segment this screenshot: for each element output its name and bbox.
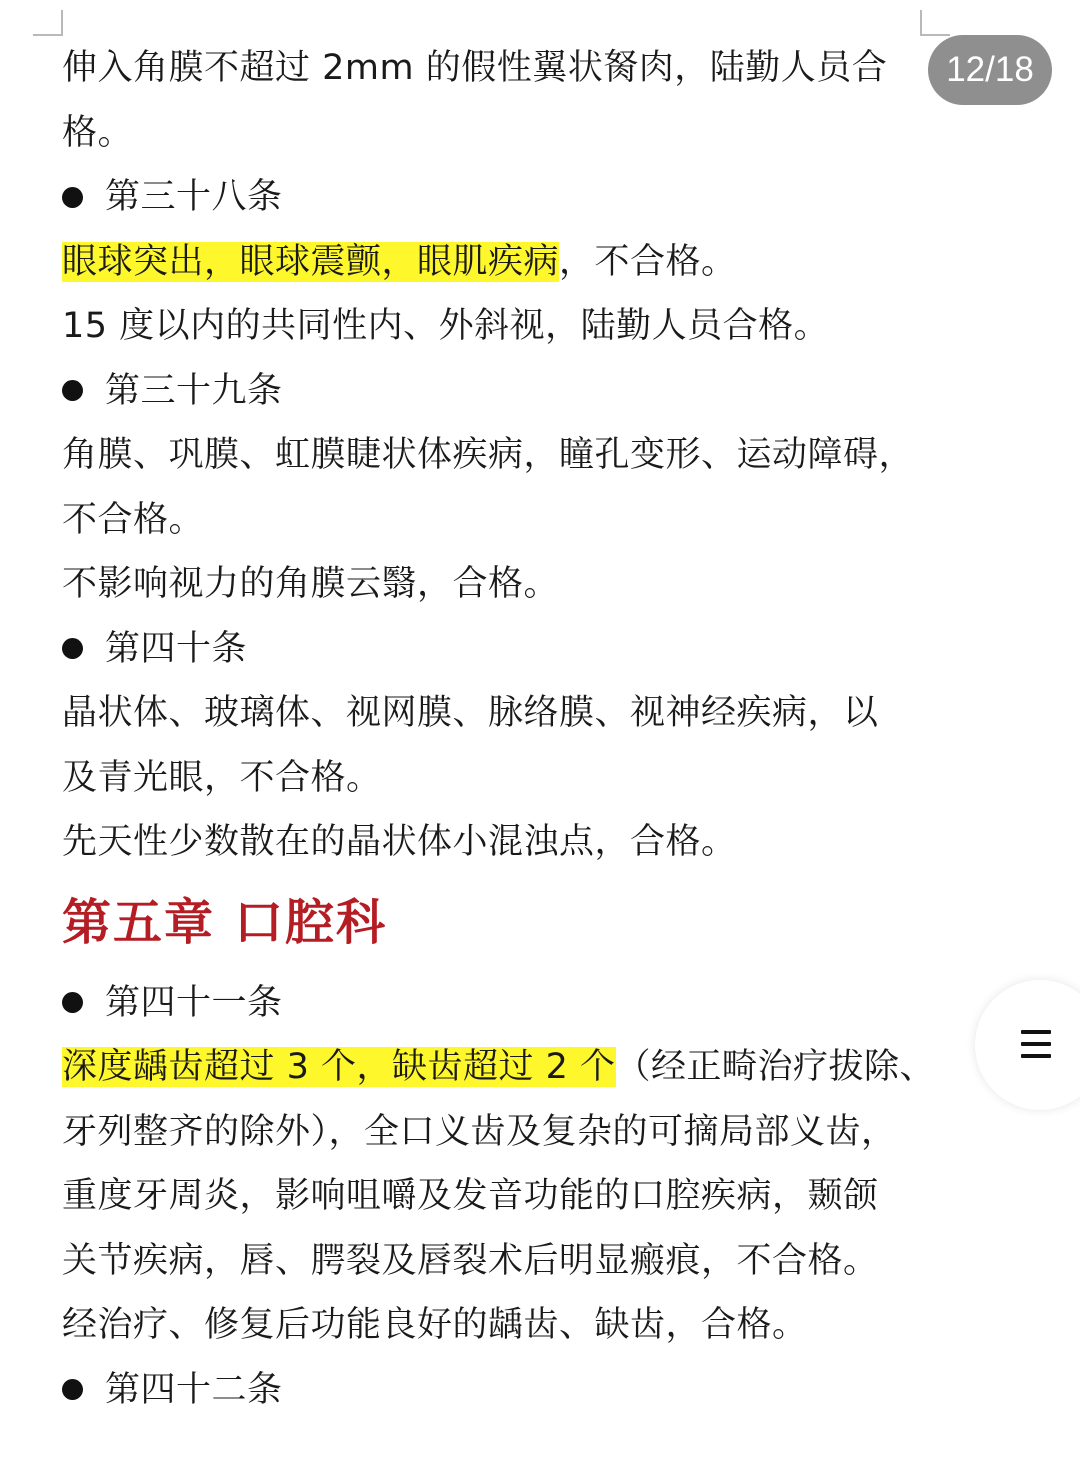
paragraph-line: 不合格。 bbox=[62, 499, 205, 540]
article-heading-40 bbox=[62, 617, 932, 682]
page-indicator-badge: 12/18 bbox=[928, 35, 1052, 105]
bullet-icon bbox=[62, 380, 83, 401]
highlighted-text: 眼球突出，眼球震颤，眼肌疾病 bbox=[62, 241, 560, 282]
article-heading-38 bbox=[62, 165, 932, 230]
article-heading-label: 第三十八条 bbox=[105, 177, 283, 217]
paragraph-line: 及青光眼，不合格。 bbox=[62, 757, 382, 798]
paragraph-line bbox=[62, 230, 932, 295]
article-heading-label: 第四十一条 bbox=[105, 982, 283, 1023]
paragraph-line: 牙列整齐的除外），全口义齿及复杂的可摘局部义齿， bbox=[62, 1111, 897, 1152]
paragraph-line: 角膜、巩膜、虹膜睫状体疾病，瞳孔变形、运动障碍， bbox=[62, 435, 915, 475]
paragraph-line: 关节疾病，唇、腭裂及唇裂术后明显瘢痕，不合格。 bbox=[62, 1240, 879, 1281]
paragraph-line: 重度牙周炎，影响咀嚼及发音功能的口腔疾病，颞颌 bbox=[62, 1176, 879, 1216]
bullet-icon bbox=[62, 1379, 83, 1400]
article-heading-label: 第三十九条 bbox=[105, 370, 283, 411]
paragraph-line: 伸入角膜不超过 2mm 的假性翼状胬肉，陆勤人员合 bbox=[62, 48, 888, 88]
paragraph-line: 先天性少数散在的晶状体小混浊点，合格。 bbox=[62, 822, 737, 862]
paragraph-line: 格。 bbox=[62, 112, 134, 153]
paragraph-line: 不影响视力的角膜云翳，合格。 bbox=[62, 564, 560, 604]
article-heading-41 bbox=[62, 971, 932, 1036]
bullet-icon bbox=[62, 992, 83, 1013]
page-corner-mark-right bbox=[920, 10, 950, 36]
article-heading-label: 第四十条 bbox=[105, 628, 248, 669]
article-heading-42 bbox=[62, 1358, 932, 1423]
article-heading-39 bbox=[62, 359, 932, 424]
bullet-icon bbox=[62, 187, 83, 208]
menu-icon bbox=[1021, 1030, 1051, 1060]
paragraph-line: 经治疗、修复后功能良好的龋齿、缺齿，合格。 bbox=[62, 1305, 808, 1345]
paragraph-line bbox=[62, 1035, 936, 1100]
paragraph-text: ，不合格。 bbox=[559, 241, 737, 282]
article-heading-label: 第四十二条 bbox=[105, 1369, 283, 1410]
highlighted-text: 深度龋齿超过 3 个，缺齿超过 2 个 bbox=[62, 1047, 616, 1087]
paragraph-line: 晶状体、玻璃体、视网膜、脉络膜、视神经疾病，以 bbox=[62, 693, 879, 733]
menu-button[interactable] bbox=[975, 980, 1080, 1110]
paragraph-line: 15 度以内的共同性内、外斜视，陆勤人员合格。 bbox=[62, 306, 830, 346]
chapter-heading: 第五章 口腔科 bbox=[62, 893, 388, 951]
bullet-icon bbox=[62, 638, 83, 659]
page-corner-mark-left bbox=[33, 10, 63, 36]
document-content bbox=[62, 36, 936, 1422]
paragraph-text: （经正畸治疗拔除、 bbox=[615, 1047, 936, 1087]
